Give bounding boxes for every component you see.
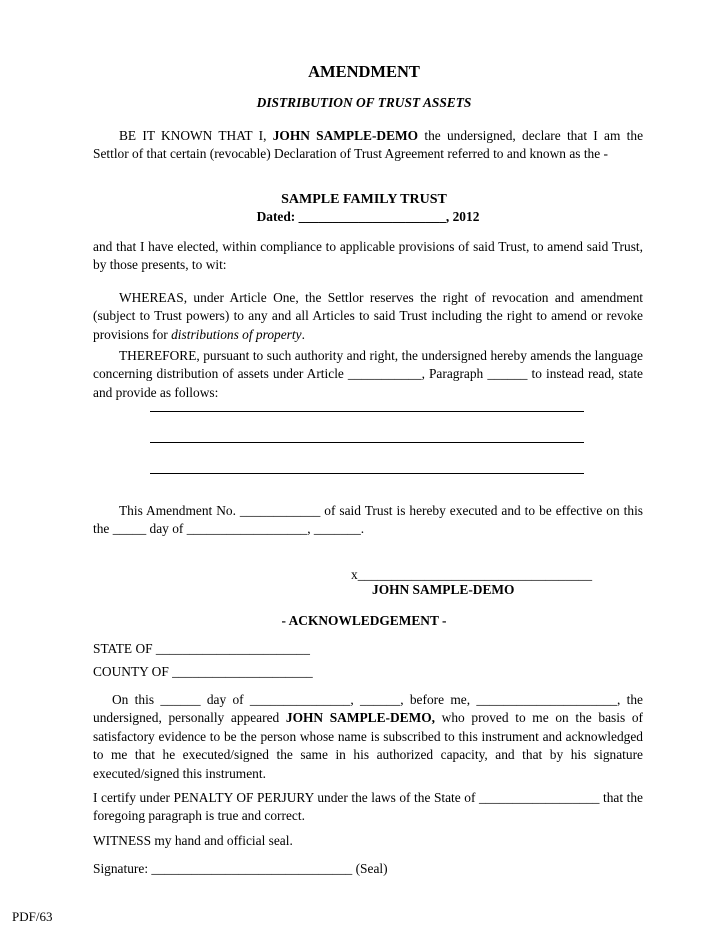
therefore-paragraph: THEREFORE, pursuant to such authority and right, the undersigned hereby amends the language concerning distribution of assets under Article ___________, Paragraph ______ to instead read, state and provide as follows: — [93, 348, 643, 400]
trust-name: SAMPLE FAMILY TRUST — [281, 192, 447, 207]
acknowledgement-paragraph: On this ______ day of _______________, ______, before me, _____________________, the undersigned, personally appeared JOHN SAMPLE-DEMO, who proved to me on the basis of satisfactory evidence to be the person whose name is subscribed to this instrument and acknowledged to me that he executed/signed the same in his authorized capacity, and that by his signature executed/signed this instrument. — [93, 692, 643, 781]
signer-name: JOHN SAMPLE-DEMO — [372, 582, 515, 597]
signature-line: x___________________________________ — [351, 567, 593, 582]
appeared-name: JOHN SAMPLE-DEMO, — [285, 710, 435, 726]
election-paragraph: and that I have elected, within compliance to applicable provisions of said Trust, to amend said Trust, by those presents, to wit: — [93, 239, 643, 273]
witness-line: WITNESS my hand and official seal. — [93, 833, 293, 848]
acknowledgement-heading: - ACKNOWLEDGEMENT - — [281, 613, 447, 628]
whereas-paragraph: WHEREAS, under Article One, the Settlor reserves the right of revocation and amendment (subject to Trust powers) to any and all Articles to said Trust including the right to amend or revoke provisions for distributions of property. — [93, 290, 643, 342]
page-reference: PDF/63 — [12, 909, 53, 924]
dated-line: Dated: ______________________, 2012 — [256, 209, 480, 224]
document-subtitle: DISTRIBUTION OF TRUST ASSETS — [256, 95, 472, 110]
amendment-effective-paragraph: This Amendment No. ____________ of said Trust is hereby executed and to be effective on this the _____ day of __________________, _______. — [93, 503, 643, 537]
settlor-name: JOHN SAMPLE-DEMO — [272, 128, 419, 143]
perjury-paragraph: I certify under PENALTY OF PERJURY under the laws of the State of __________________ that the foregoing paragraph is true and correct. — [93, 790, 643, 824]
blank-line-3 — [150, 473, 584, 474]
state-line: STATE OF _______________________ — [93, 641, 310, 656]
blank-line-1 — [150, 411, 584, 412]
blank-line-2 — [150, 442, 584, 443]
notary-signature-line: Signature: ______________________________ (Seal) — [93, 861, 388, 876]
county-line: COUNTY OF _____________________ — [93, 664, 313, 679]
document-title: AMENDMENT — [308, 62, 420, 81]
declaration-paragraph: BE IT KNOWN THAT I, JOHN SAMPLE-DEMO the undersigned, declare that I am the Settlor of that certain (revocable) Declaration of Trust Agreement referred to and known as the - — [93, 128, 644, 162]
